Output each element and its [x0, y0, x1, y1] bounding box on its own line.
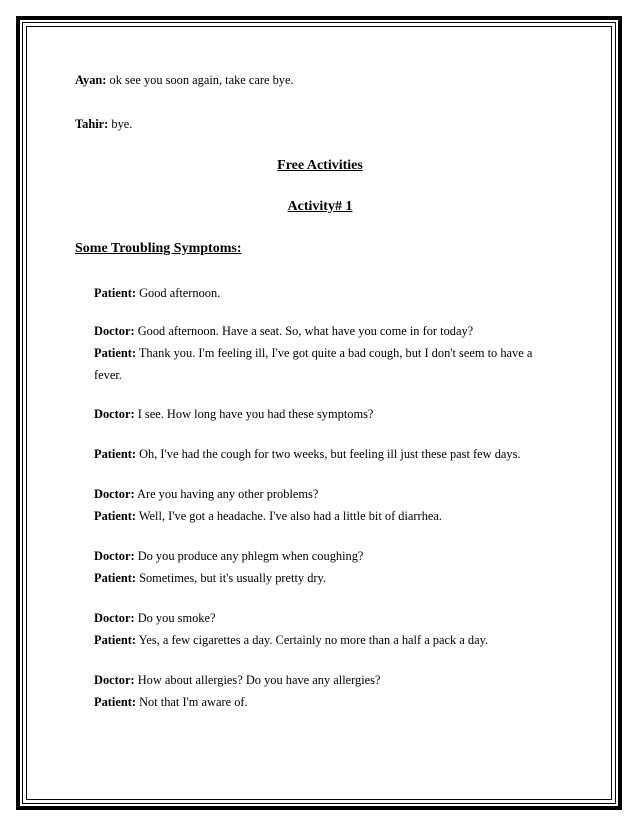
speaker-label: Doctor:: [94, 487, 135, 501]
dialogue-line: [94, 487, 318, 502]
dialogue-line: [94, 447, 521, 462]
dialogue-line: [94, 407, 373, 422]
dialogue-line: [94, 324, 473, 339]
dialogue-line-ayan: [75, 73, 294, 88]
speaker-label: Patient:: [94, 571, 136, 585]
speaker-label: Doctor:: [94, 407, 135, 421]
dialogue-text: Good afternoon. Have a seat. So, what have you come in for today?: [134, 324, 474, 338]
dialogue-line: [94, 286, 220, 301]
speaker-label: Doctor:: [94, 324, 135, 338]
dialogue-text: fever.: [94, 368, 122, 382]
dialogue-text: Good afternoon.: [135, 286, 221, 300]
speaker-label: Tahir:: [75, 117, 109, 131]
speaker-label: Doctor:: [94, 549, 135, 563]
dialogue-line: [94, 633, 488, 648]
dialogue-line: [94, 509, 442, 524]
speaker-label: Ayan:: [75, 73, 107, 87]
dialogue-text: ok see you soon again, take care bye.: [106, 73, 294, 87]
dialogue-line: [94, 673, 381, 688]
speaker-label: Patient:: [94, 447, 136, 461]
dialogue-text: Thank you. I'm feeling ill, I've got quite a bad cough, but I don't seem to have a: [135, 346, 533, 360]
dialogue-text: Well, I've got a headache. I've also had a little bit of diarrhea.: [135, 509, 442, 523]
speaker-label: Doctor:: [94, 611, 135, 625]
dialogue-line-tahir: [75, 117, 132, 132]
activity-title: Activity# 1: [287, 199, 353, 214]
speaker-label: Patient:: [94, 633, 136, 647]
section-heading: Some Troubling Symptoms:: [75, 241, 242, 256]
speaker-label: Patient:: [94, 695, 136, 709]
dialogue-text: How about allergies? Do you have any allergies?: [134, 673, 381, 687]
dialogue-text: Not that I'm aware of.: [135, 695, 248, 709]
dialogue-text: Yes, a few cigarettes a day. Certainly no more than a half a pack a day.: [135, 633, 489, 647]
free-activities-title: Free Activities: [277, 158, 363, 173]
speaker-label: Patient:: [94, 509, 136, 523]
dialogue-text: Are you having any other problems?: [134, 487, 319, 501]
dialogue-line: [94, 611, 215, 626]
dialogue-line: [94, 549, 363, 564]
dialogue-text: I see. How long have you had these symptoms?: [134, 407, 374, 421]
speaker-label: Patient:: [94, 286, 136, 300]
dialogue-line-continuation: [94, 368, 122, 383]
dialogue-text: Sometimes, but it's usually pretty dry.: [135, 571, 327, 585]
dialogue-line: [94, 346, 532, 361]
dialogue-line: [94, 695, 248, 710]
dialogue-text: bye.: [108, 117, 133, 131]
dialogue-text: Do you produce any phlegm when coughing?: [134, 549, 364, 563]
speaker-label: Doctor:: [94, 673, 135, 687]
dialogue-text: Oh, I've had the cough for two weeks, but feeling ill just these past few days.: [135, 447, 521, 461]
dialogue-line: [94, 571, 326, 586]
dialogue-text: Do you smoke?: [134, 611, 216, 625]
speaker-label: Patient:: [94, 346, 136, 360]
